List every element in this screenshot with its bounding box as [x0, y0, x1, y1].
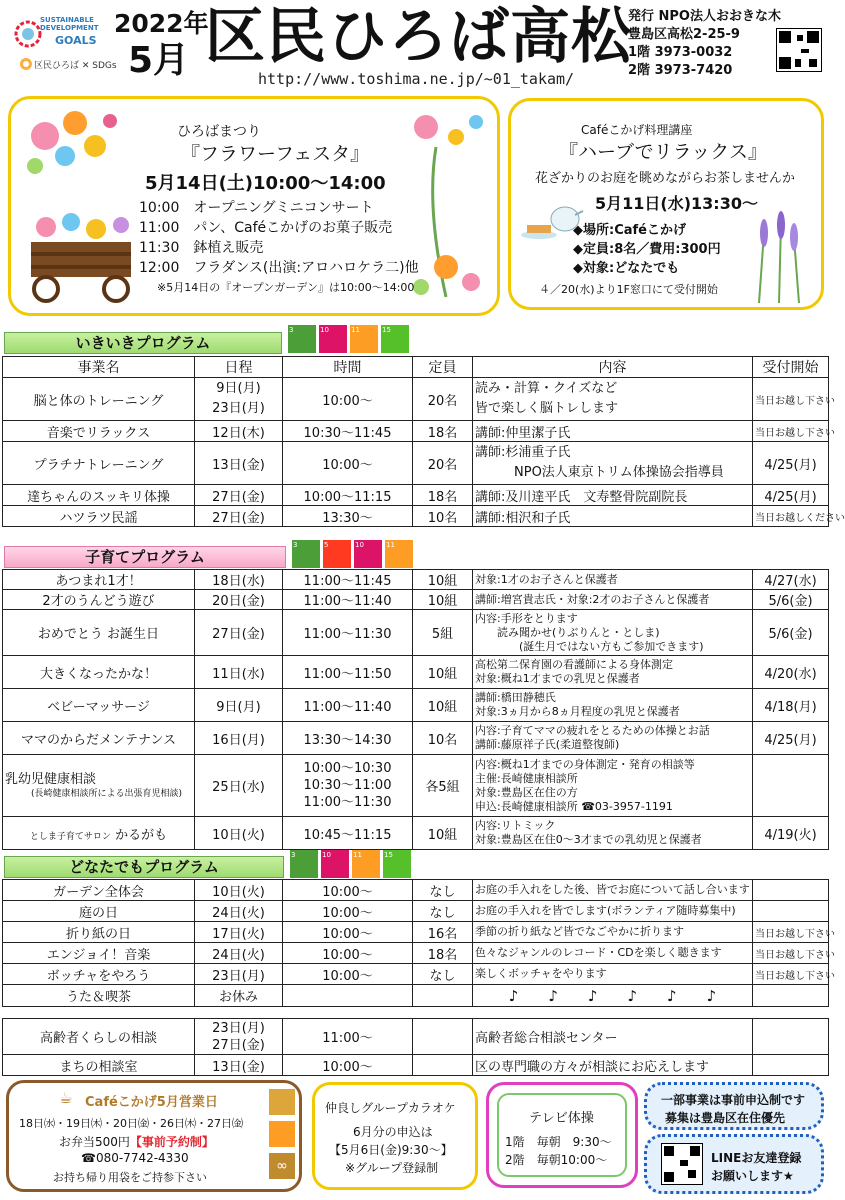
program-content: お庭の手入れを皆でします(ボランティア随時募集中) [473, 901, 753, 922]
herb-subtitle: Caféこかげ料理講座 [581, 123, 693, 137]
sdg-3-icon: 3 [288, 325, 316, 353]
table-row [3, 964, 829, 985]
program-start [753, 755, 829, 817]
program-content: 楽しくボッチャをやります [473, 964, 753, 985]
header-start: 受付開始 [753, 357, 829, 378]
sdg-3-icon: 3 [290, 850, 318, 878]
herb-workshop-box [508, 98, 824, 310]
program-start: 4/25(月) [753, 485, 829, 506]
kosodate-table [2, 569, 829, 850]
program-content: 内容:概ね1才までの身体測定・発育の相談等 主催:長崎健康相談所 対象:豊島区在住の方 申込:長崎健康相談所 ☎03-3957-1191 [473, 755, 753, 817]
karaoke-line-1: 6月分の申込は [353, 1125, 433, 1139]
program-time: 11:00～11:40 [283, 590, 413, 610]
month: 5月 [128, 40, 190, 81]
program-capacity: 10組 [413, 570, 473, 590]
program-time: 11:00～11:30 [283, 610, 413, 656]
program-capacity: 20名 [413, 378, 473, 421]
program-date: 23日(月) [195, 964, 283, 985]
flower-bouquet-icon [15, 101, 125, 191]
year: 2022年 [114, 9, 209, 38]
table-row [3, 656, 829, 689]
tv-title: テレビ体操 [529, 1111, 594, 1126]
program-time: 10:00～ [283, 901, 413, 922]
consult-time: 10:00～ [283, 1055, 413, 1076]
sdg-2-icon [269, 1089, 295, 1115]
program-date: 25日(水) [195, 755, 283, 817]
program-content: 内容:子育てママの疲れをとるための体操とお話 講師:藤原祥子氏(柔道整復師) [473, 722, 753, 755]
consult-start [753, 1055, 829, 1076]
program-start: 4/25(月) [753, 722, 829, 755]
festa-item-2: 11:00 パン、Caféこかげのお菓子販売 [139, 220, 393, 236]
program-capacity: なし [413, 880, 473, 901]
sdgs-icons-ikiiki [288, 325, 409, 353]
sdg-12-icon: ∞ [269, 1153, 295, 1179]
program-start [753, 985, 829, 1007]
program-date: 20日(金) [195, 590, 283, 610]
table-row [3, 1019, 829, 1055]
table-row [3, 722, 829, 755]
cafe-days: 18日㈬・19日㈭・20日㈮・26日㈭・27日㈮ [19, 1117, 243, 1130]
line-line-1: LINEお友達登録 [711, 1151, 802, 1165]
program-time: 13:30～ [283, 506, 413, 527]
herb-lead: 花ざかりのお庭を眺めながらお茶しませんか [535, 171, 796, 186]
festa-item-3: 11:30 鉢植え販売 [139, 240, 264, 256]
table-row [3, 421, 829, 442]
program-capacity: 10組 [413, 689, 473, 722]
program-name: おめでとう お誕生日 [3, 610, 195, 656]
sdg-10-icon: 10 [319, 325, 347, 353]
program-start: 4/18(月) [753, 689, 829, 722]
table-row [3, 880, 829, 901]
page-title: 区民ひろば高松 [205, 2, 632, 72]
herb-item-3: ◆対象:どなたでも [573, 261, 680, 276]
program-time: 10:45～11:15 [283, 817, 413, 850]
program-start: 当日お越し下さい [753, 378, 829, 421]
program-time: 10:00～ [283, 378, 413, 421]
program-capacity: 10名 [413, 722, 473, 755]
program-name: 音楽でリラックス [3, 421, 195, 442]
program-time: 10:00～ [283, 922, 413, 943]
sdgs-small-text: SUSTAINABLE DEVELOPMENT [40, 16, 99, 32]
program-name: ママのからだメンテナンス [3, 722, 195, 755]
program-content: お庭の手入れをした後、皆でお庭について話し合います [473, 880, 753, 901]
section-label-donata: どなたでもプログラム [4, 856, 284, 878]
table-row [3, 570, 829, 590]
table-row [3, 485, 829, 506]
program-time: 10:00～ [283, 442, 413, 485]
program-capacity: 16名 [413, 922, 473, 943]
program-content: 対象:1才のお子さんと保護者 [473, 570, 753, 590]
cafe-bento [59, 1133, 214, 1150]
program-name [3, 817, 195, 850]
cafe-bag-note: お持ち帰り用袋をご持参下さい [53, 1171, 207, 1184]
table-row [3, 442, 829, 485]
table-header-row [3, 357, 829, 378]
program-content: 講師:増宮貴志氏・対象:2才のお子さんと保護者 [473, 590, 753, 610]
program-capacity: 20名 [413, 442, 473, 485]
table-row [3, 817, 829, 850]
consult-content: 区の専門職の方々が相談にお応えします [473, 1055, 753, 1076]
sdg-11-icon: 11 [385, 540, 413, 568]
cafe-title: Caféこかげ5月営業日 [85, 1095, 218, 1110]
consult-date: 13日(金) [195, 1055, 283, 1076]
program-time [283, 985, 413, 1007]
qr-code-icon [776, 28, 822, 72]
program-date: 16日(月) [195, 722, 283, 755]
consult-start [753, 1019, 829, 1055]
program-name: プラチナトレーニング [3, 442, 195, 485]
program-start: 当日お越し下さい [753, 421, 829, 442]
header-date: 日程 [195, 357, 283, 378]
program-start [753, 880, 829, 901]
program-name: 折り紙の日 [3, 922, 195, 943]
program-name: 2才のうんどう遊び [3, 590, 195, 610]
program-start: 当日お越しください [753, 506, 829, 527]
program-time: 11:00～11:45 [283, 570, 413, 590]
section-label-kosodate: 子育てプログラム [4, 546, 286, 568]
website-url[interactable]: http://www.toshima.ne.jp/~01_takam/ [258, 70, 575, 88]
flower-decoration-right-icon [406, 107, 496, 307]
phone-1f: 1階 3973-0032 [628, 45, 733, 60]
line-qr-code-icon[interactable] [661, 1143, 703, 1185]
festa-date: 5月14日(土)10:00～14:00 [145, 173, 386, 194]
program-name: 達ちゃんのスッキリ体操 [3, 485, 195, 506]
consult-capacity [413, 1055, 473, 1076]
program-content: 読み・計算・クイズなど 皆で楽しく脳トレします [473, 378, 753, 421]
program-time: 10:00～10:30 10:30～11:00 11:00～11:30 [283, 755, 413, 817]
program-name-main: かるがも [115, 827, 168, 843]
karaoke-title: 仲良しグループカラオケ [325, 1101, 456, 1115]
program-name: うた＆喫茶 [3, 985, 195, 1007]
program-name: ガーデン全体会 [3, 880, 195, 901]
program-name: 大きくなったかな！ [3, 656, 195, 689]
program-time: 11:00～11:40 [283, 689, 413, 722]
program-time: 10:00～ [283, 880, 413, 901]
publisher-name: 発行 NPO法人おおきな木 [628, 9, 781, 24]
line-box [644, 1134, 824, 1194]
address: 豊島区高松2-25-9 [628, 27, 740, 42]
program-name: ハツラツ民謡 [3, 506, 195, 527]
program-time: 10:00～ [283, 943, 413, 964]
cafe-box [6, 1080, 302, 1192]
program-name: エンジョイ！音楽 [3, 943, 195, 964]
program-capacity: 10組 [413, 590, 473, 610]
sdg-11-icon: 11 [350, 325, 378, 353]
program-name: 庭の日 [3, 901, 195, 922]
tv-line-1: 1階 毎朝 9:30～ [505, 1135, 612, 1149]
sdgs-sub-text: 区民ひろば ✕ SDGs [34, 61, 117, 71]
program-date: 11日(水) [195, 656, 283, 689]
publisher-info [628, 8, 781, 80]
section-label-ikiiki: いきいきプログラム [4, 332, 282, 354]
consult-capacity [413, 1019, 473, 1055]
program-capacity: 10名 [413, 506, 473, 527]
program-capacity: 18名 [413, 485, 473, 506]
program-date: 10日(火) [195, 817, 283, 850]
program-time: 10:00～11:15 [283, 485, 413, 506]
sdg-15-icon: 15 [381, 325, 409, 353]
program-start: 4/19(火) [753, 817, 829, 850]
program-date: 17日(火) [195, 922, 283, 943]
consult-time: 11:00～ [283, 1019, 413, 1055]
program-date: 12日(木) [195, 421, 283, 442]
festa-item-1: 10:00 オープニングミニコンサート [139, 200, 374, 216]
program-content: 講師:及川達平氏 文寿整骨院副院長 [473, 485, 753, 506]
program-content: 講師:相沢和子氏 [473, 506, 753, 527]
sdg-3-icon: 3 [292, 540, 320, 568]
bento-price: お弁当500円 [59, 1135, 130, 1149]
festa-title: 『フラワーフェスタ』 [181, 143, 370, 165]
program-name: ボッチャをやろう [3, 964, 195, 985]
herb-note: ４／20(水)より1F窓口にて受付開始 [539, 283, 718, 296]
header-time: 時間 [283, 357, 413, 378]
notice-box [644, 1082, 824, 1130]
program-capacity: 5組 [413, 610, 473, 656]
sdg-10-icon: 10 [321, 850, 349, 878]
program-capacity: 18名 [413, 943, 473, 964]
program-start [753, 901, 829, 922]
reserve-note: 【事前予約制】 [129, 1135, 214, 1149]
table-row [3, 610, 829, 656]
consult-name: まちの相談室 [3, 1055, 195, 1076]
lavender-icon [739, 213, 819, 303]
program-name-sub: (長崎健康相談所による出張育児相談) [31, 788, 183, 799]
program-content: 講師:杉浦重子氏 NPO法人東京トリム体操協会指導員 [473, 442, 753, 485]
sdg-5-icon: 5 [323, 540, 351, 568]
consult-content: 高齢者総合相談センター [473, 1019, 753, 1055]
program-name-main: 乳幼児健康相談 [5, 771, 97, 787]
sdg-15-icon: 15 [383, 850, 411, 878]
tv-exercise-inner [497, 1093, 627, 1177]
cafe-tel: ☎080-7742-4330 [81, 1151, 189, 1165]
sdgs-icons-donata [290, 850, 411, 878]
program-date: 9日(月) 23日(月) [195, 378, 283, 421]
program-capacity: 各5組 [413, 755, 473, 817]
program-name-prefix: としま子育てサロン [29, 831, 111, 842]
program-capacity [413, 985, 473, 1007]
tv-line-2: 2階 毎朝10:00～ [505, 1153, 608, 1167]
karaoke-line-2: 【5月6日(金)9:30～】 [329, 1143, 453, 1157]
festa-note: ※5月14日の『オープンガーデン』は10:00～14:00 [157, 281, 415, 294]
notice-line-2: 募集は豊島区在住優先 [665, 1111, 786, 1125]
program-start: 当日お越し下さい [753, 964, 829, 985]
festa-item-4: 12:00 フラダンス(出演:アロハロケラ二)他 [139, 260, 419, 276]
program-content: ♪ ♪ ♪ ♪ ♪ ♪ [473, 985, 753, 1007]
flower-cart-icon [21, 207, 141, 307]
program-capacity: 18名 [413, 421, 473, 442]
program-capacity: 10組 [413, 817, 473, 850]
program-content: 内容:手形をとります 読み聞かせ(りぶりんと・としま) (誕生月ではない方もご参加できます) [473, 610, 753, 656]
cup-icon: ☕ [59, 1089, 73, 1107]
table-row [3, 755, 829, 817]
tv-exercise-box [486, 1082, 638, 1188]
karaoke-box [312, 1082, 478, 1190]
table-row [3, 985, 829, 1007]
program-date: 10日(火) [195, 880, 283, 901]
header-name: 事業名 [3, 357, 195, 378]
table-row [3, 378, 829, 421]
program-date: 24日(火) [195, 901, 283, 922]
program-start: 4/25(月) [753, 442, 829, 485]
table-row [3, 1055, 829, 1076]
program-name: ベビーマッサージ [3, 689, 195, 722]
sdgs-icons-kosodate [292, 540, 413, 568]
sdg-11-icon: 11 [352, 850, 380, 878]
program-start: 4/27(水) [753, 570, 829, 590]
donata-table [2, 879, 835, 1007]
program-start: 5/6(金) [753, 590, 829, 610]
table-row [3, 506, 829, 527]
program-content: 講師:橋田静穂氏 対象:3ヵ月から8ヵ月程度の乳児と保護者 [473, 689, 753, 722]
ikiiki-table [2, 356, 845, 527]
program-date: 13日(金) [195, 442, 283, 485]
program-date: 27日(金) [195, 485, 283, 506]
herb-title: 『ハーブでリラックス』 [559, 141, 768, 163]
program-date: 18日(水) [195, 570, 283, 590]
program-content: 季節の折り紙など皆でなごやかに折ります [473, 922, 753, 943]
program-date: 24日(火) [195, 943, 283, 964]
consult-table [2, 1018, 829, 1076]
herb-item-1: ◆場所:Caféこかげ [573, 223, 686, 238]
karaoke-line-3: ※グループ登録制 [345, 1161, 439, 1175]
program-content: 高松第二保育園の看護師による身体測定 対象:概ね1才までの乳児と保護者 [473, 656, 753, 689]
table-row [3, 901, 829, 922]
header-capacity: 定員 [413, 357, 473, 378]
program-name: あつまれ1才！ [3, 570, 195, 590]
festa-subtitle: ひろばまつり [177, 124, 261, 140]
herb-item-2: ◆定員:8名／費用:300円 [573, 242, 721, 257]
program-start: 当日お越し下さい [753, 943, 829, 964]
program-start: 4/20(水) [753, 656, 829, 689]
program-start: 当日お越し下さい [753, 922, 829, 943]
program-date: 27日(金) [195, 610, 283, 656]
program-capacity: なし [413, 964, 473, 985]
program-time: 10:00～ [283, 964, 413, 985]
table-row [3, 922, 829, 943]
sdgs-goals-text: GOALS [55, 34, 97, 47]
phone-2f: 2階 3973-7420 [628, 63, 733, 78]
program-capacity: 10組 [413, 656, 473, 689]
program-date: 9日(月) [195, 689, 283, 722]
program-name [3, 755, 195, 817]
header-content: 内容 [473, 357, 753, 378]
flower-festa-box [8, 96, 500, 316]
program-time: 11:00～11:50 [283, 656, 413, 689]
program-content: 色々なジャンルのレコード・CDを楽しく聴きます [473, 943, 753, 964]
program-name: 脳と体のトレーニング [3, 378, 195, 421]
line-line-2: お願いします★ [711, 1169, 794, 1183]
program-date: 27日(金) [195, 506, 283, 527]
notice-line-1: 一部事業は事前申込制です [661, 1093, 806, 1107]
program-content: 内容:リトミック 対象:豊島区在住0～3才までの乳幼児と保護者 [473, 817, 753, 850]
program-capacity: なし [413, 901, 473, 922]
sdg-11-icon [269, 1121, 295, 1147]
sdg-10-icon: 10 [354, 540, 382, 568]
program-date: お休み [195, 985, 283, 1007]
program-start: 5/6(金) [753, 610, 829, 656]
program-content: 講師:仲里潔子氏 [473, 421, 753, 442]
table-row [3, 689, 829, 722]
program-time: 10:30～11:45 [283, 421, 413, 442]
table-row [3, 943, 829, 964]
consult-date: 23日(月) 27日(金) [195, 1019, 283, 1055]
table-row [3, 590, 829, 610]
program-time: 13:30～14:30 [283, 722, 413, 755]
consult-name: 高齢者くらしの相談 [3, 1019, 195, 1055]
herb-date: 5月11日(水)13:30～ [595, 194, 758, 213]
